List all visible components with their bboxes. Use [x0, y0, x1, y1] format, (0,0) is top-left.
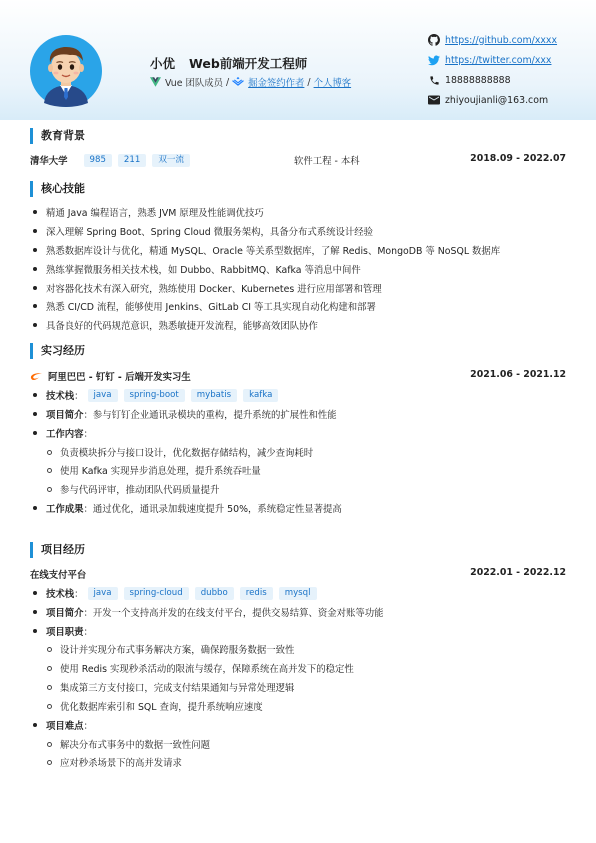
education-tag: 双一流 [152, 154, 190, 167]
email-address: zhiyoujianli@163.com [445, 94, 549, 106]
affiliation-line [150, 75, 351, 89]
tech-tag: mybatis [191, 389, 237, 402]
tech-tag: java [88, 587, 118, 600]
twitter-icon [428, 54, 440, 66]
school-name: 清华大学 [30, 156, 68, 167]
internship-row [30, 369, 566, 383]
project-intro: 项目简介 ： 开发一个支持高并发的在线支付平台，提供交易结算、资金对账等功能 [30, 605, 384, 619]
internship-work-item: 使用 Kafka 实现异步消息处理，提升系统吞吐量 [30, 463, 261, 477]
phone-icon [428, 74, 440, 86]
internship-tech-stack: 技术栈 ： java spring-boot mybatis kafka [30, 388, 284, 402]
internship-date: 2021.06 - 2021.12 [470, 369, 566, 380]
project-row [30, 567, 566, 581]
internship-intro: 项目简介 ： 参与钉钉企业通讯录模块的重构，提升系统的扩展性和性能 [30, 407, 337, 421]
skill-item: 熟悉 CI/CD 流程，能够使用 Jenkins、GitLab CI 等工具实现自动化构建和部署 [30, 299, 376, 313]
twitter-link[interactable]: https://twitter.com/xxx [445, 54, 552, 66]
education-school-group [30, 153, 196, 167]
tech-tag: java [88, 389, 118, 402]
contact-phone [428, 74, 511, 86]
mail-icon [428, 94, 440, 106]
candidate-name: 小优 [150, 56, 176, 71]
internship-work-item: 参与代码评审，推动团队代码质量提升 [30, 482, 219, 496]
tech-tag: redis [240, 587, 273, 600]
tech-tag: mysql [279, 587, 317, 600]
separator: / [307, 76, 311, 88]
education-tag: 211 [118, 154, 146, 167]
tech-tag: spring-boot [124, 389, 185, 402]
phone-number: 18888888888 [445, 74, 511, 86]
job-title: Web前端开发工程师 [189, 56, 308, 71]
resume-header [0, 0, 596, 120]
blog-link[interactable]: 个人博客 [313, 78, 352, 89]
contact-github [428, 34, 557, 46]
project-duty-item: 优化数据库索引和 SQL 查询，提升系统响应速度 [30, 699, 263, 713]
section-title-education: 教育背景 [30, 128, 85, 144]
project-duty-item: 集成第三方支付接口，完成支付结果通知与异常处理逻辑 [30, 680, 294, 694]
education-date: 2018.09 - 2022.07 [470, 153, 566, 164]
skill-item: 深入理解 Spring Boot、Spring Cloud 微服务架构，具备分布式系统设计经验 [30, 224, 373, 238]
project-duty-heading: 项目职责 ： [30, 624, 93, 638]
github-icon [428, 34, 440, 46]
project-tech-stack: 技术栈 ： java spring-cloud dubbo redis mysql [30, 586, 323, 600]
section-title-internship: 实习经历 [30, 343, 85, 359]
vue-icon [150, 77, 161, 87]
tech-tag: spring-cloud [124, 587, 189, 600]
skill-item: 具备良好的代码规范意识，熟悉敏捷开发流程，能够高效团队协作 [30, 318, 318, 332]
internship-company-group [30, 369, 191, 383]
name-title-line [150, 54, 307, 72]
juejin-link[interactable]: 掘金签约作者 [248, 78, 305, 89]
contact-twitter [428, 54, 551, 66]
github-link[interactable]: https://github.com/xxxx [445, 34, 558, 46]
project-duty-item: 使用 Redis 实现秒杀活动的限流与缓存，保障系统在高并发下的稳定性 [30, 661, 354, 675]
alibaba-icon [30, 372, 43, 381]
project-difficulty-item: 解决分布式事务中的数据一致性问题 [30, 737, 210, 751]
contact-email [428, 94, 548, 106]
skill-item: 精通 Java 编程语言，熟悉 JVM 原理及性能调优技巧 [30, 205, 264, 219]
tech-tag: dubbo [195, 587, 234, 600]
education-major: 软件工程 - 本科 [294, 156, 360, 167]
project-duty-item: 设计并实现分布式事务解决方案，确保跨服务数据一致性 [30, 642, 294, 656]
project-difficulty-item: 应对秒杀场景下的高并发请求 [30, 755, 182, 769]
internship-result: 工作成果 ： 通过优化，通讯录加载速度提升 50%，系统稳定性显著提高 [30, 501, 342, 515]
education-row [30, 153, 566, 167]
vue-team-text: Vue 团队成员 [165, 78, 223, 89]
section-title-project: 项目经历 [30, 542, 85, 558]
project-name: 在线支付平台 [30, 570, 87, 581]
education-tag: 985 [84, 154, 112, 167]
project-date: 2022.01 - 2022.12 [470, 567, 566, 578]
skill-item: 对容器化技术有深入研究，熟练使用 Docker、Kubernetes 进行应用部署和管理 [30, 281, 382, 295]
skill-item: 熟练掌握微服务相关技术栈，如 Dubbo、RabbitMQ、Kafka 等消息中间件 [30, 262, 361, 276]
separator: / [225, 76, 230, 88]
internship-company: 阿里巴巴 - 钉钉 - 后端开发实习生 [48, 372, 191, 383]
juejin-icon [232, 77, 244, 87]
tech-tag: kafka [243, 389, 278, 402]
skill-item: 熟悉数据库设计与优化，精通 MySQL、Oracle 等关系型数据库，了解 Redis、MongoDB 等 NoSQL 数据库 [30, 243, 500, 257]
internship-work-heading: 工作内容 ： [30, 426, 93, 440]
section-title-skills: 核心技能 [30, 181, 85, 197]
avatar [30, 35, 102, 107]
project-difficulty-heading: 项目难点 ： [30, 718, 93, 732]
internship-work-item: 负责模块拆分与接口设计，优化数据存储结构，减少查询耗时 [30, 445, 313, 459]
